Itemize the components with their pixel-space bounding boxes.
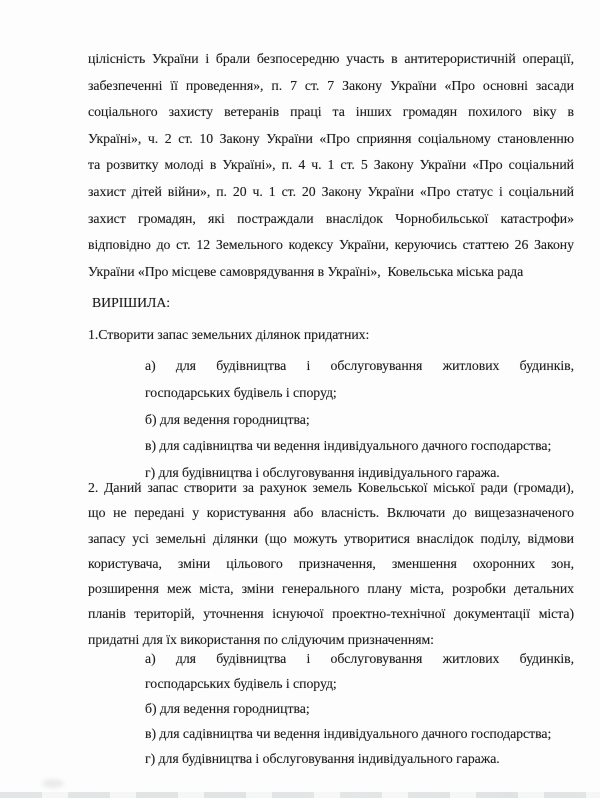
preamble-paragraph xyxy=(88,46,574,285)
preamble-line: цілісність України і брали безпосередню участь в антитерористичній операції, xyxy=(88,51,574,66)
preamble-line: захист дітей війни», п. 20 ч. 1 ст. 20 Закону України «Про статус і соціальний xyxy=(88,183,574,199)
item-2-line: розширення меж міста, зміни генерального плану міста, розробки детальних xyxy=(88,581,574,597)
item-1-title-text: 1.Створити запас земельних ділянок придатних: xyxy=(88,327,370,342)
preamble-line: відповідно до ст. 12 Земельного кодексу України, керуючись статтею 26 Закону xyxy=(88,237,574,253)
item-2-sublist xyxy=(145,646,574,771)
preamble-line: та розвитку молоді в Україні», п. 4 ч. 1 ст. 5 Закону України «Про соціальний xyxy=(88,157,574,173)
sublist-item-a-line-2: господарських будівель і споруд; xyxy=(145,384,337,400)
scan-edge-artifact xyxy=(0,792,600,798)
preamble-line: України «Про місцеве самоврядування в Україні», Ковельська міська рада xyxy=(88,263,524,279)
preamble-line: забезпеченні її проведення», п. 7 ст. 7 Закону України «Про основні засади xyxy=(88,77,574,93)
sublist-item-b: б) для ведення городництва; xyxy=(145,701,310,716)
preamble-line: захист громадян, які постраждали внаслідок Чорнобильської катастрофи» xyxy=(88,210,574,226)
item-2-line: придатні для їх використання по слідуючим призначенням: xyxy=(88,631,434,647)
item-2-paragraph xyxy=(88,475,574,652)
preamble-line: Україні», ч. 2 ст. 10 Закону України «Про сприяння соціальному становленню xyxy=(88,130,574,146)
sublist-item-a-line-1: а) для будівництва і обслуговування житлових будинків, xyxy=(145,651,574,666)
item-2-line: планів територій, уточнення існуючої проектно-технічної документації міста) xyxy=(88,606,574,622)
item-2-line: що не передані у користування або власність. Включати до вищезазначеного xyxy=(88,505,574,521)
item-2-line: 2. Даний запас створити за рахунок земель Ковельської міської ради (громади), xyxy=(88,480,574,495)
item-1-title xyxy=(88,325,574,345)
item-2-line: запасу усі земельні ділянки (що можуть утворитися внаслідок поділу, відмови xyxy=(88,530,574,546)
item-1-sublist xyxy=(145,353,574,487)
sublist-item-v: в) для садівництва чи ведення індивідуального дачного господарства; xyxy=(145,438,552,454)
sublist-item-b: б) для ведення городництва; xyxy=(145,411,310,427)
scan-smudge-artifact xyxy=(42,779,64,788)
sublist-item-g: г) для будівництва і обслуговування індивідуального гаража. xyxy=(145,751,500,766)
item-2-line: користувача, зміни цільового призначення, зменшення охоронних зон, xyxy=(88,555,574,571)
preamble-line: соціального захисту ветеранів праці та інших громадян похилого віку в xyxy=(88,104,574,120)
sublist-item-v: в) для садівництва чи ведення індивідуального дачного господарства; xyxy=(145,726,552,741)
resolution-heading xyxy=(92,293,170,313)
sublist-item-a-line-2: господарських будівель і споруд; xyxy=(145,676,337,691)
resolution-heading-text: ВИРІШИЛА: xyxy=(92,295,171,310)
sublist-item-a-line-1: а) для будівництва і обслуговування житлових будинків, xyxy=(145,358,574,373)
sublist-item-g: г) для будівництва і обслуговування індивідуального гаража. xyxy=(145,465,500,481)
